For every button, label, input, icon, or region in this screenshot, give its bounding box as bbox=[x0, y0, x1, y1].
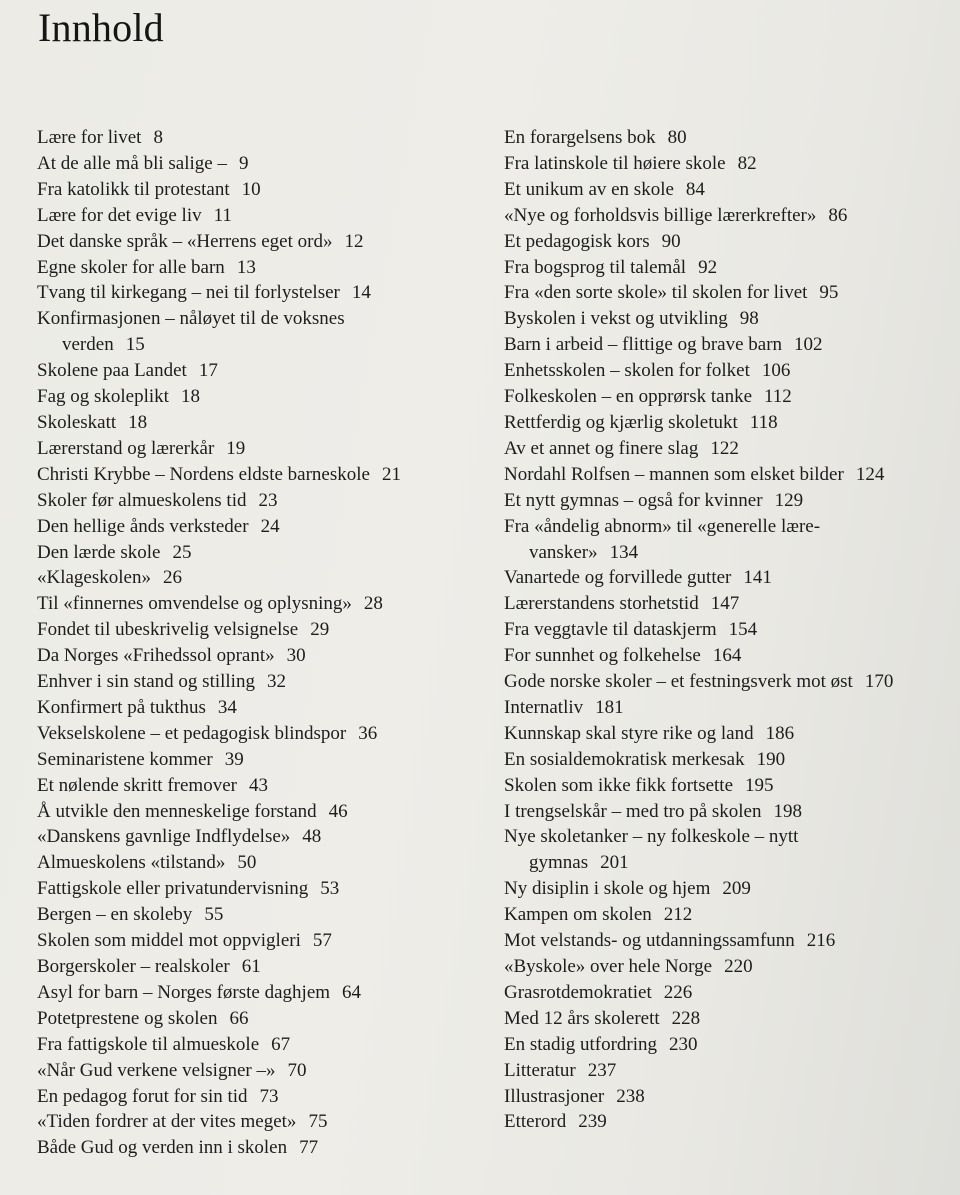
toc-entry-page-number: 164 bbox=[712, 645, 742, 667]
toc-entry bbox=[504, 514, 960, 566]
toc-entry bbox=[504, 902, 960, 928]
toc-entry-title: Til «finnernes omvendelse og oplysning» bbox=[37, 593, 352, 615]
toc-entry-title: Enhetsskolen – skolen for folket bbox=[504, 360, 750, 382]
toc-entry-title: Fra «den sorte skole» til skolen for livet bbox=[504, 282, 808, 304]
toc-entry bbox=[37, 1084, 477, 1110]
toc-entry bbox=[37, 462, 477, 488]
toc-entry-page-number: 124 bbox=[855, 463, 885, 485]
toc-entry-page-number: 29 bbox=[310, 619, 330, 641]
toc-entry-title: Et pedagogisk kors bbox=[504, 230, 650, 252]
toc-entry-page-number: 13 bbox=[236, 256, 256, 278]
toc-entry-page-number: 21 bbox=[381, 463, 401, 485]
toc-entry-page-number: 46 bbox=[328, 800, 348, 822]
toc-entry bbox=[37, 384, 477, 410]
toc-entry-page-number: 66 bbox=[229, 1007, 249, 1029]
toc-entry-page-number: 195 bbox=[745, 774, 774, 796]
toc-entry-page-number: 18 bbox=[180, 386, 200, 408]
toc-entry bbox=[37, 410, 477, 436]
toc-entry-title: Konfirmert på tukthus bbox=[37, 696, 206, 718]
toc-entry bbox=[37, 643, 477, 669]
toc-entry-title: Christi Krybbe – Nordens eldste barneskole bbox=[37, 463, 370, 485]
toc-entry-title: «Klageskolen» bbox=[37, 567, 151, 589]
toc-entry-page-number: 61 bbox=[241, 956, 261, 977]
toc-entry bbox=[37, 565, 477, 591]
toc-entry-title: «Byskole» over hele Norge bbox=[504, 956, 713, 977]
toc-entry-title: Da Norges «Frihedssol oprant» bbox=[37, 645, 275, 667]
toc-entry-title: «Når Gud verkene velsigner –» bbox=[37, 1059, 276, 1081]
toc-entry-title: Nordahl Rolfsen – mannen som elsket bilder bbox=[504, 463, 844, 485]
toc-entry-page-number: 48 bbox=[302, 826, 322, 848]
toc-entry bbox=[37, 1058, 477, 1084]
toc-entry-title-continued: verden bbox=[62, 334, 114, 356]
toc-entry bbox=[37, 591, 477, 617]
toc-entry-page-number: 80 bbox=[667, 127, 687, 148]
toc-entry bbox=[504, 306, 960, 332]
toc-entry-page-number: 212 bbox=[663, 904, 693, 926]
toc-entry-page-number: 170 bbox=[864, 671, 894, 693]
toc-entry bbox=[504, 1032, 960, 1058]
toc-entry-page-number: 228 bbox=[671, 1007, 701, 1029]
toc-entry bbox=[37, 306, 477, 358]
toc-entry-title: Asyl for barn – Norges første daghjem bbox=[37, 981, 331, 1003]
toc-entry bbox=[504, 1006, 960, 1032]
toc-entry bbox=[504, 773, 960, 799]
toc-entry-title-continued: gymnas bbox=[529, 852, 589, 874]
toc-entry-page-number: 32 bbox=[266, 671, 286, 693]
toc-entry bbox=[37, 488, 477, 514]
toc-entry bbox=[504, 824, 960, 876]
toc-entry-title: Fra katolikk til protestant bbox=[37, 178, 230, 200]
toc-entry bbox=[37, 125, 477, 151]
toc-entry-page-number: 26 bbox=[162, 567, 182, 589]
toc-entry-page-number: 82 bbox=[737, 152, 757, 174]
toc-entry-title: En pedagog forut for sin tid bbox=[37, 1085, 248, 1107]
toc-entry-page-number: 12 bbox=[344, 230, 364, 252]
toc-entry-page-number: 18 bbox=[128, 411, 148, 433]
toc-entry-title: Å utvikle den menneskelige forstand bbox=[37, 800, 317, 822]
toc-entry-page-number: 34 bbox=[217, 696, 237, 718]
toc-entry-title: Konfirmasjonen – nåløyet til de voksnes bbox=[37, 308, 345, 330]
toc-entry-title: Fra «åndelig abnorm» til «generelle lære- bbox=[504, 515, 821, 537]
toc-entry bbox=[37, 177, 477, 203]
toc-entry-title: Skolen som middel mot oppvigleri bbox=[37, 930, 301, 952]
toc-entry bbox=[504, 332, 960, 358]
toc-entry bbox=[504, 565, 960, 591]
toc-entry-title: Potetprestene og skolen bbox=[37, 1007, 218, 1029]
toc-entry bbox=[37, 799, 477, 825]
toc-entry-title: Den lærde skole bbox=[37, 541, 161, 563]
toc-entry-title: Illustrasjoner bbox=[504, 1085, 605, 1107]
toc-entry-title: Byskolen i vekst og utvikling bbox=[504, 308, 728, 330]
toc-entry bbox=[504, 617, 960, 643]
toc-entry-title: Et nytt gymnas – også for kvinner bbox=[504, 489, 763, 511]
toc-entry-page-number: 118 bbox=[749, 411, 778, 433]
toc-entry-title: Etterord bbox=[504, 1111, 567, 1133]
toc-entry-page-number: 154 bbox=[728, 619, 758, 641]
toc-entry-page-number: 198 bbox=[773, 800, 802, 822]
toc-entry-title: Enhver i sin stand og stilling bbox=[37, 671, 255, 693]
page-title: Innhold bbox=[38, 5, 164, 50]
toc-entry bbox=[37, 695, 477, 721]
toc-entry-title: En stadig utfordring bbox=[504, 1033, 658, 1055]
toc-entry bbox=[37, 747, 477, 773]
toc-entry-title: Internatliv bbox=[504, 696, 584, 718]
toc-entry bbox=[37, 229, 477, 255]
toc-entry-title: Fra bogsprog til talemål bbox=[504, 256, 687, 278]
toc-entry-page-number: 230 bbox=[669, 1033, 698, 1055]
toc-entry bbox=[504, 876, 960, 902]
toc-entry-title: Kunnskap skal styre rike og land bbox=[504, 722, 754, 744]
toc-entry-title: Egne skoler for alle barn bbox=[37, 256, 225, 278]
toc-entry-page-number: 24 bbox=[260, 515, 280, 537]
toc-entry-page-number: 53 bbox=[320, 878, 340, 900]
toc-entry-page-number: 19 bbox=[226, 437, 246, 459]
toc-entry-title: Vanartede og forvillede gutter bbox=[504, 567, 732, 589]
toc-entry bbox=[504, 410, 960, 436]
toc-entry-page-number: 14 bbox=[351, 282, 371, 304]
toc-entry-page-number: 92 bbox=[698, 256, 718, 278]
toc-entry bbox=[37, 824, 477, 850]
toc-entry-page-number: 181 bbox=[595, 696, 624, 718]
toc-entry-title: Lærerstand og lærerkår bbox=[37, 437, 215, 459]
toc-entry-title: Lære for livet bbox=[37, 127, 142, 148]
toc-entry-page-number: 55 bbox=[204, 904, 224, 926]
toc-entry-title: At de alle må bli salige – bbox=[37, 152, 227, 174]
toc-entry bbox=[504, 177, 960, 203]
toc-entry-title: Av et annet og finere slag bbox=[504, 437, 699, 459]
toc-entry bbox=[504, 280, 960, 306]
toc-entry-title: «Tiden fordrer at der vites meget» bbox=[37, 1111, 297, 1133]
toc-entry bbox=[37, 876, 477, 902]
toc-entry-page-number: 147 bbox=[710, 593, 740, 615]
toc-entry bbox=[504, 488, 960, 514]
toc-entry-page-number: 238 bbox=[616, 1085, 645, 1107]
toc-entry bbox=[37, 436, 477, 462]
toc-entry bbox=[504, 255, 960, 281]
toc-entry bbox=[37, 151, 477, 177]
toc-entry-title: Litteratur bbox=[504, 1059, 576, 1081]
toc-entry bbox=[37, 1109, 477, 1135]
toc-entry-title: Vekselskolene – et pedagogisk blindspor bbox=[37, 722, 347, 744]
toc-entry bbox=[504, 203, 960, 229]
toc-entry bbox=[504, 799, 960, 825]
toc-entry bbox=[504, 980, 960, 1006]
toc-entry bbox=[37, 850, 477, 876]
toc-entry bbox=[504, 928, 960, 954]
toc-entry-title: Et unikum av en skole bbox=[504, 178, 674, 200]
toc-entry-title: Skolen som ikke fikk fortsette bbox=[504, 774, 734, 796]
toc-entry bbox=[37, 1135, 477, 1161]
toc-entry bbox=[37, 1006, 477, 1032]
toc-entry-title: Folkeskolen – en opprørsk tanke bbox=[504, 386, 753, 408]
toc-entry bbox=[37, 902, 477, 928]
toc-entry bbox=[37, 773, 477, 799]
toc-entry bbox=[37, 255, 477, 281]
toc-entry bbox=[37, 540, 477, 566]
toc-entry-page-number: 122 bbox=[710, 437, 739, 459]
toc-entry-page-number: 134 bbox=[609, 541, 639, 563]
toc-entry-page-number: 102 bbox=[794, 334, 823, 356]
toc-entry-title: Et nølende skritt fremover bbox=[37, 774, 237, 796]
toc-entry-title-continued: vansker» bbox=[529, 541, 598, 563]
toc-entry-page-number: 43 bbox=[248, 774, 268, 796]
toc-entry bbox=[37, 669, 477, 695]
toc-entry bbox=[504, 462, 960, 488]
toc-entry bbox=[504, 721, 960, 747]
toc-entry bbox=[37, 617, 477, 643]
toc-entry-title: Grasrotdemokratiet bbox=[504, 981, 652, 1003]
toc-entry-title: Det danske språk – «Herrens eget ord» bbox=[37, 230, 333, 252]
toc-entry-title: Rettferdig og kjærlig skoletukt bbox=[504, 411, 738, 433]
toc-entry-page-number: 73 bbox=[259, 1085, 279, 1107]
toc-entry-title: «Nye og forholdsvis billige lærerkrefter» bbox=[504, 204, 817, 226]
toc-entry-title: Fra fattigskole til almueskole bbox=[37, 1033, 260, 1055]
toc-entry-page-number: 70 bbox=[287, 1059, 307, 1081]
toc-entry-title: Fra latinskole til høiere skole bbox=[504, 152, 726, 174]
toc-entry-page-number: 226 bbox=[663, 981, 693, 1003]
toc-entry-page-number: 10 bbox=[241, 178, 261, 200]
toc-entry-page-number: 75 bbox=[308, 1111, 328, 1133]
toc-entry-page-number: 9 bbox=[238, 152, 249, 174]
toc-entry bbox=[37, 280, 477, 306]
toc-right-column bbox=[504, 125, 960, 1135]
toc-entry-title: Fondet til ubeskrivelig velsignelse bbox=[37, 619, 299, 641]
toc-entry-title: Borgerskoler – realskoler bbox=[37, 956, 230, 977]
toc-entry-page-number: 25 bbox=[172, 541, 192, 563]
toc-entry-page-number: 106 bbox=[761, 360, 791, 382]
toc-entry-title: Ny disiplin i skole og hjem bbox=[504, 878, 711, 900]
toc-entry-title: Bergen – en skoleby bbox=[37, 904, 193, 926]
toc-entry bbox=[504, 1109, 960, 1135]
toc-entry-page-number: 84 bbox=[685, 178, 705, 200]
toc-entry bbox=[37, 980, 477, 1006]
toc-entry-page-number: 112 bbox=[764, 386, 792, 408]
toc-entry-title: Seminaristene kommer bbox=[37, 748, 213, 770]
toc-entry bbox=[504, 151, 960, 177]
toc-entry-title: Fattigskole eller privatundervisning bbox=[37, 878, 309, 900]
toc-entry-page-number: 67 bbox=[271, 1033, 291, 1055]
toc-entry bbox=[37, 954, 477, 980]
toc-entry-page-number: 98 bbox=[739, 308, 759, 330]
toc-entry-page-number: 17 bbox=[198, 360, 218, 382]
toc-entry bbox=[504, 747, 960, 773]
toc-entry bbox=[37, 203, 477, 229]
toc-entry bbox=[504, 358, 960, 384]
toc-entry-page-number: 23 bbox=[258, 489, 278, 511]
toc-entry-page-number: 141 bbox=[743, 567, 772, 589]
toc-entry-page-number: 64 bbox=[342, 981, 362, 1003]
toc-entry-title: Lærerstandens storhetstid bbox=[504, 593, 699, 615]
toc-entry-page-number: 39 bbox=[224, 748, 244, 770]
toc-entry-title: Med 12 års skolerett bbox=[504, 1007, 660, 1029]
toc-entry bbox=[37, 1032, 477, 1058]
toc-entry-page-number: 239 bbox=[578, 1111, 607, 1133]
toc-entry-page-number: 186 bbox=[765, 722, 795, 744]
toc-entry bbox=[504, 954, 960, 980]
toc-entry bbox=[504, 1084, 960, 1110]
toc-entry-page-number: 36 bbox=[358, 722, 378, 744]
toc-entry-page-number: 220 bbox=[724, 956, 753, 977]
toc-left-column bbox=[37, 125, 477, 1161]
toc-entry-title: En sosialdemokratisk merkesak bbox=[504, 748, 745, 770]
toc-entry-page-number: 77 bbox=[299, 1137, 319, 1159]
toc-entry-page-number: 95 bbox=[819, 282, 839, 304]
toc-entry-title: Både Gud og verden inn i skolen bbox=[37, 1137, 288, 1159]
toc-entry bbox=[504, 669, 960, 695]
toc-entry bbox=[504, 643, 960, 669]
toc-entry-page-number: 209 bbox=[722, 878, 751, 900]
toc-entry-page-number: 190 bbox=[756, 748, 786, 770]
toc-entry-title: Fag og skoleplikt bbox=[37, 386, 169, 408]
toc-entry-title: Gode norske skoler – et festningsverk mot øst bbox=[504, 671, 853, 693]
toc-entry-page-number: 8 bbox=[153, 127, 163, 148]
toc-entry bbox=[37, 514, 477, 540]
toc-entry bbox=[504, 591, 960, 617]
toc-entry-title: Fra veggtavle til dataskjerm bbox=[504, 619, 717, 641]
toc-entry bbox=[504, 1058, 960, 1084]
toc-entry-page-number: 57 bbox=[312, 930, 332, 952]
toc-entry-title: I trengselskår – med tro på skolen bbox=[504, 800, 762, 822]
toc-entry-title: Mot velstands- og utdanningssamfunn bbox=[504, 930, 795, 952]
toc-entry-title: Kampen om skolen bbox=[504, 904, 652, 926]
toc-entry-title: Skolene paa Landet bbox=[37, 360, 187, 382]
toc-entry bbox=[37, 358, 477, 384]
toc-entry bbox=[37, 928, 477, 954]
toc-entry-title: For sunnhet og folkehelse bbox=[504, 645, 701, 667]
toc-entry bbox=[504, 436, 960, 462]
toc-entry-title: Tvang til kirkegang – nei til forlystelser bbox=[37, 282, 340, 304]
toc-entry-title: Nye skoletanker – ny folkeskole – nytt bbox=[504, 826, 799, 848]
toc-entry-title: Barn i arbeid – flittige og brave barn bbox=[504, 334, 783, 356]
toc-entry-title: Skoleskatt bbox=[37, 411, 117, 433]
toc-entry-page-number: 11 bbox=[213, 204, 232, 226]
toc-entry bbox=[504, 229, 960, 255]
toc-entry-page-number: 216 bbox=[806, 930, 836, 952]
toc-entry bbox=[504, 125, 960, 151]
toc-entry-title: Lære for det evige liv bbox=[37, 204, 202, 226]
toc-entry-page-number: 15 bbox=[125, 334, 145, 356]
toc-entry-title: Den hellige ånds verksteder bbox=[37, 515, 249, 537]
toc-entry-page-number: 28 bbox=[363, 593, 383, 615]
toc-entry-page-number: 129 bbox=[774, 489, 804, 511]
toc-entry-title: «Danskens gavnlige Indflydelse» bbox=[37, 826, 291, 848]
toc-entry bbox=[504, 384, 960, 410]
toc-entry-page-number: 201 bbox=[600, 852, 629, 874]
toc-entry-page-number: 90 bbox=[661, 230, 681, 252]
toc-entry bbox=[504, 695, 960, 721]
toc-entry-title: Skoler før almueskolens tid bbox=[37, 489, 247, 511]
toc-entry-page-number: 86 bbox=[828, 204, 848, 226]
toc-entry-title: Almueskolens «tilstand» bbox=[37, 852, 226, 874]
toc-entry-page-number: 30 bbox=[286, 645, 306, 667]
toc-entry bbox=[37, 721, 477, 747]
toc-entry-page-number: 237 bbox=[587, 1059, 617, 1081]
toc-entry-title: En forargelsens bok bbox=[504, 127, 656, 148]
toc-entry-page-number: 50 bbox=[237, 852, 257, 874]
